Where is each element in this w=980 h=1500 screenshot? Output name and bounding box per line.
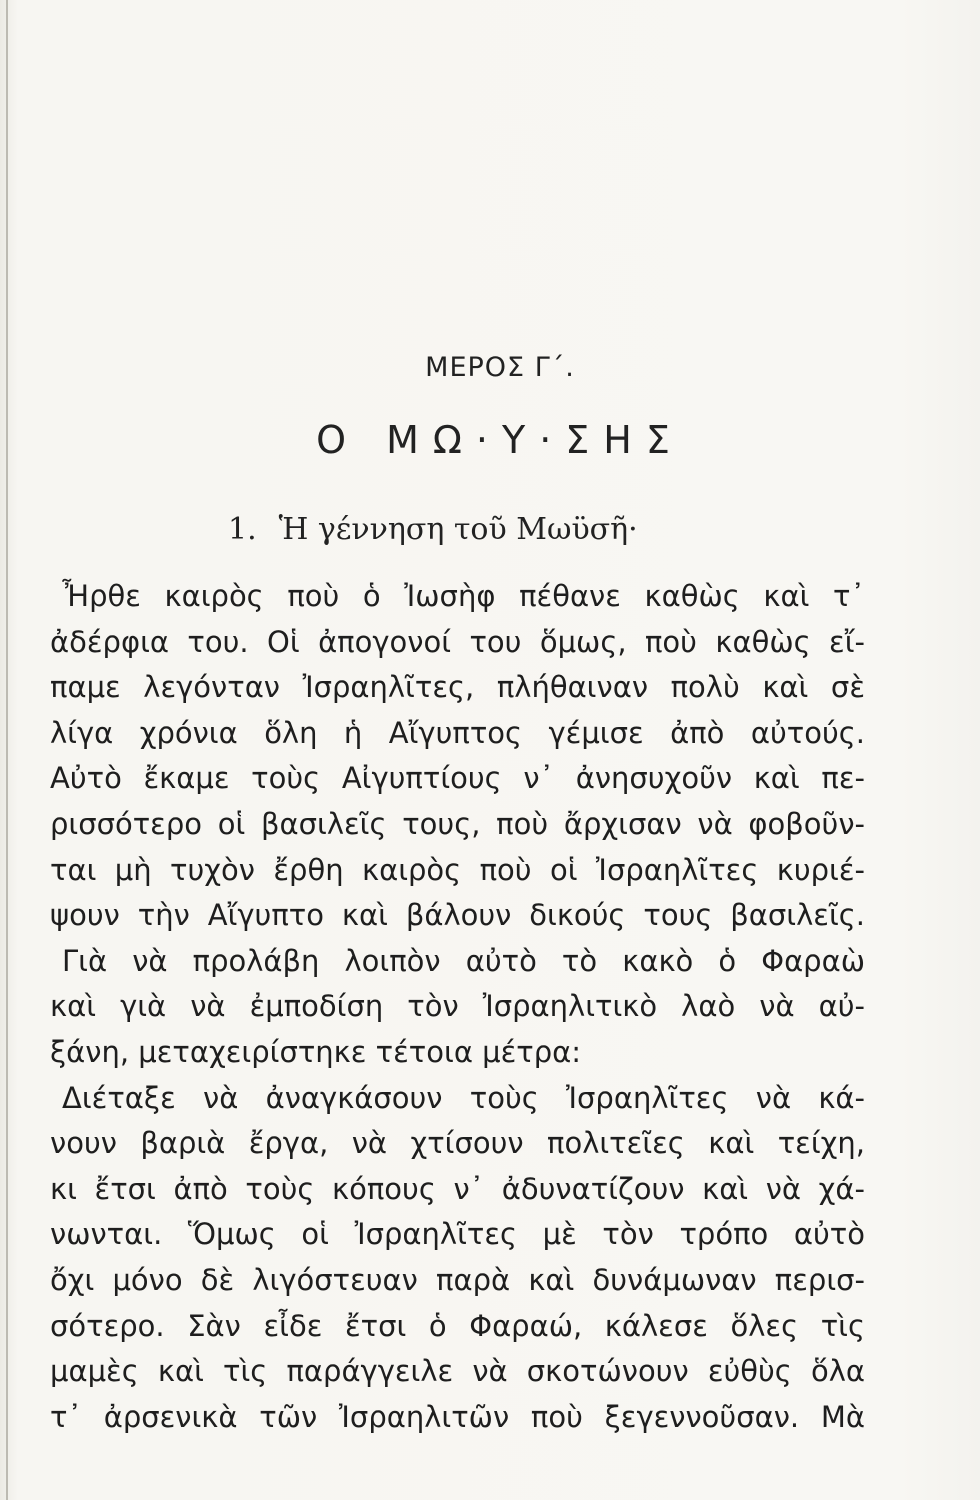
text-line: ρισσότερο οἱ βασιλεῖς τους, ποὺ ἄρχισαν νὰ φοβοῦν- <box>50 806 865 841</box>
page-binding-edge <box>6 0 8 1500</box>
text-line: Γιὰ νὰ προλάβη λοιπὸν αὐτὸ τὸ κακὸ ὁ Φαραὼ <box>62 943 865 978</box>
text-line: λίγα χρόνια ὅλη ἡ Αἴγυπτος γέμισε ἀπὸ αὐτούς. <box>50 715 865 750</box>
text-line: ται μὴ τυχὸν ἔρθη καιρὸς ποὺ οἱ Ἰσραηλῖτες κυριέ- <box>50 852 865 887</box>
text-line: παμε λεγόνταν Ἰσραηλῖτες, πλήθαιναν πολὺ καὶ σὲ <box>50 670 865 705</box>
text-line: ψουν τὴν Αἴγυπτο καὶ βάλουν δικούς τους βασιλεῖς. <box>50 898 865 933</box>
section-title-text: Ἡ γέννηση τοῦ Μωϋσῆ· <box>278 512 638 547</box>
text-line: Διέταξε νὰ ἀναγκάσουν τοὺς Ἰσραηλῖτες νὰ κά- <box>62 1080 865 1115</box>
text-line: σότερο. Σὰν εἶδε ἔτσι ὁ Φαραώ, κάλεσε ὅλες τὶς <box>50 1308 865 1343</box>
text-line: κι ἔτσι ἀπὸ τοὺς κόπους ν᾽ ἀδυνατίζουν καὶ νὰ χά- <box>50 1171 865 1206</box>
text-line: ὄχι μόνο δὲ λιγόστευαν παρὰ καὶ δυνάμωναν περισ- <box>50 1262 865 1297</box>
text-line: ξάνη, μεταχειρίστηκε τέτοια μέτρα: <box>50 1034 582 1069</box>
section-title <box>228 512 638 547</box>
text-line: νουν βαριὰ ἔργα, νὰ χτίσουν πολιτεῖες καὶ τείχη, <box>50 1126 865 1161</box>
text-line: τ᾽ ἀρσενικὰ τῶν Ἰσραηλιτῶν ποὺ ξεγεννοῦσαν. Μὰ <box>50 1399 865 1434</box>
chapter-title: Ο ΜΩ·Υ·ΣΗΣ <box>316 418 684 462</box>
text-line: νωνται. Ὅμως οἱ Ἰσραηλῖτες μὲ τὸν τρόπο αὐτὸ <box>50 1217 865 1252</box>
text-line: μαμὲς καὶ τὶς παράγγειλε νὰ σκοτώνουν εὐθὺς ὅλα <box>50 1354 865 1389</box>
text-line: Ἦρθε καιρὸς ποὺ ὁ Ἰωσὴφ πέθανε καθὼς καὶ τ᾽ <box>62 579 865 613</box>
part-heading: ΜΕΡΟΣ Γ΄. <box>425 352 575 383</box>
text-line: καὶ γιὰ νὰ ἐμποδίση τὸν Ἰσραηλιτικὸ λαὸ νὰ αὐ- <box>50 989 865 1024</box>
text-line: Αὐτὸ ἔκαμε τοὺς Αἰγυπτίους ν᾽ ἀνησυχοῦν καὶ πε- <box>50 761 865 796</box>
body-text <box>50 574 865 1440</box>
text-line: ἀδέρφια του. Οἱ ἀπογονοί του ὅμως, ποὺ καθὼς εἴ- <box>50 624 865 659</box>
section-number: 1. <box>228 512 257 547</box>
